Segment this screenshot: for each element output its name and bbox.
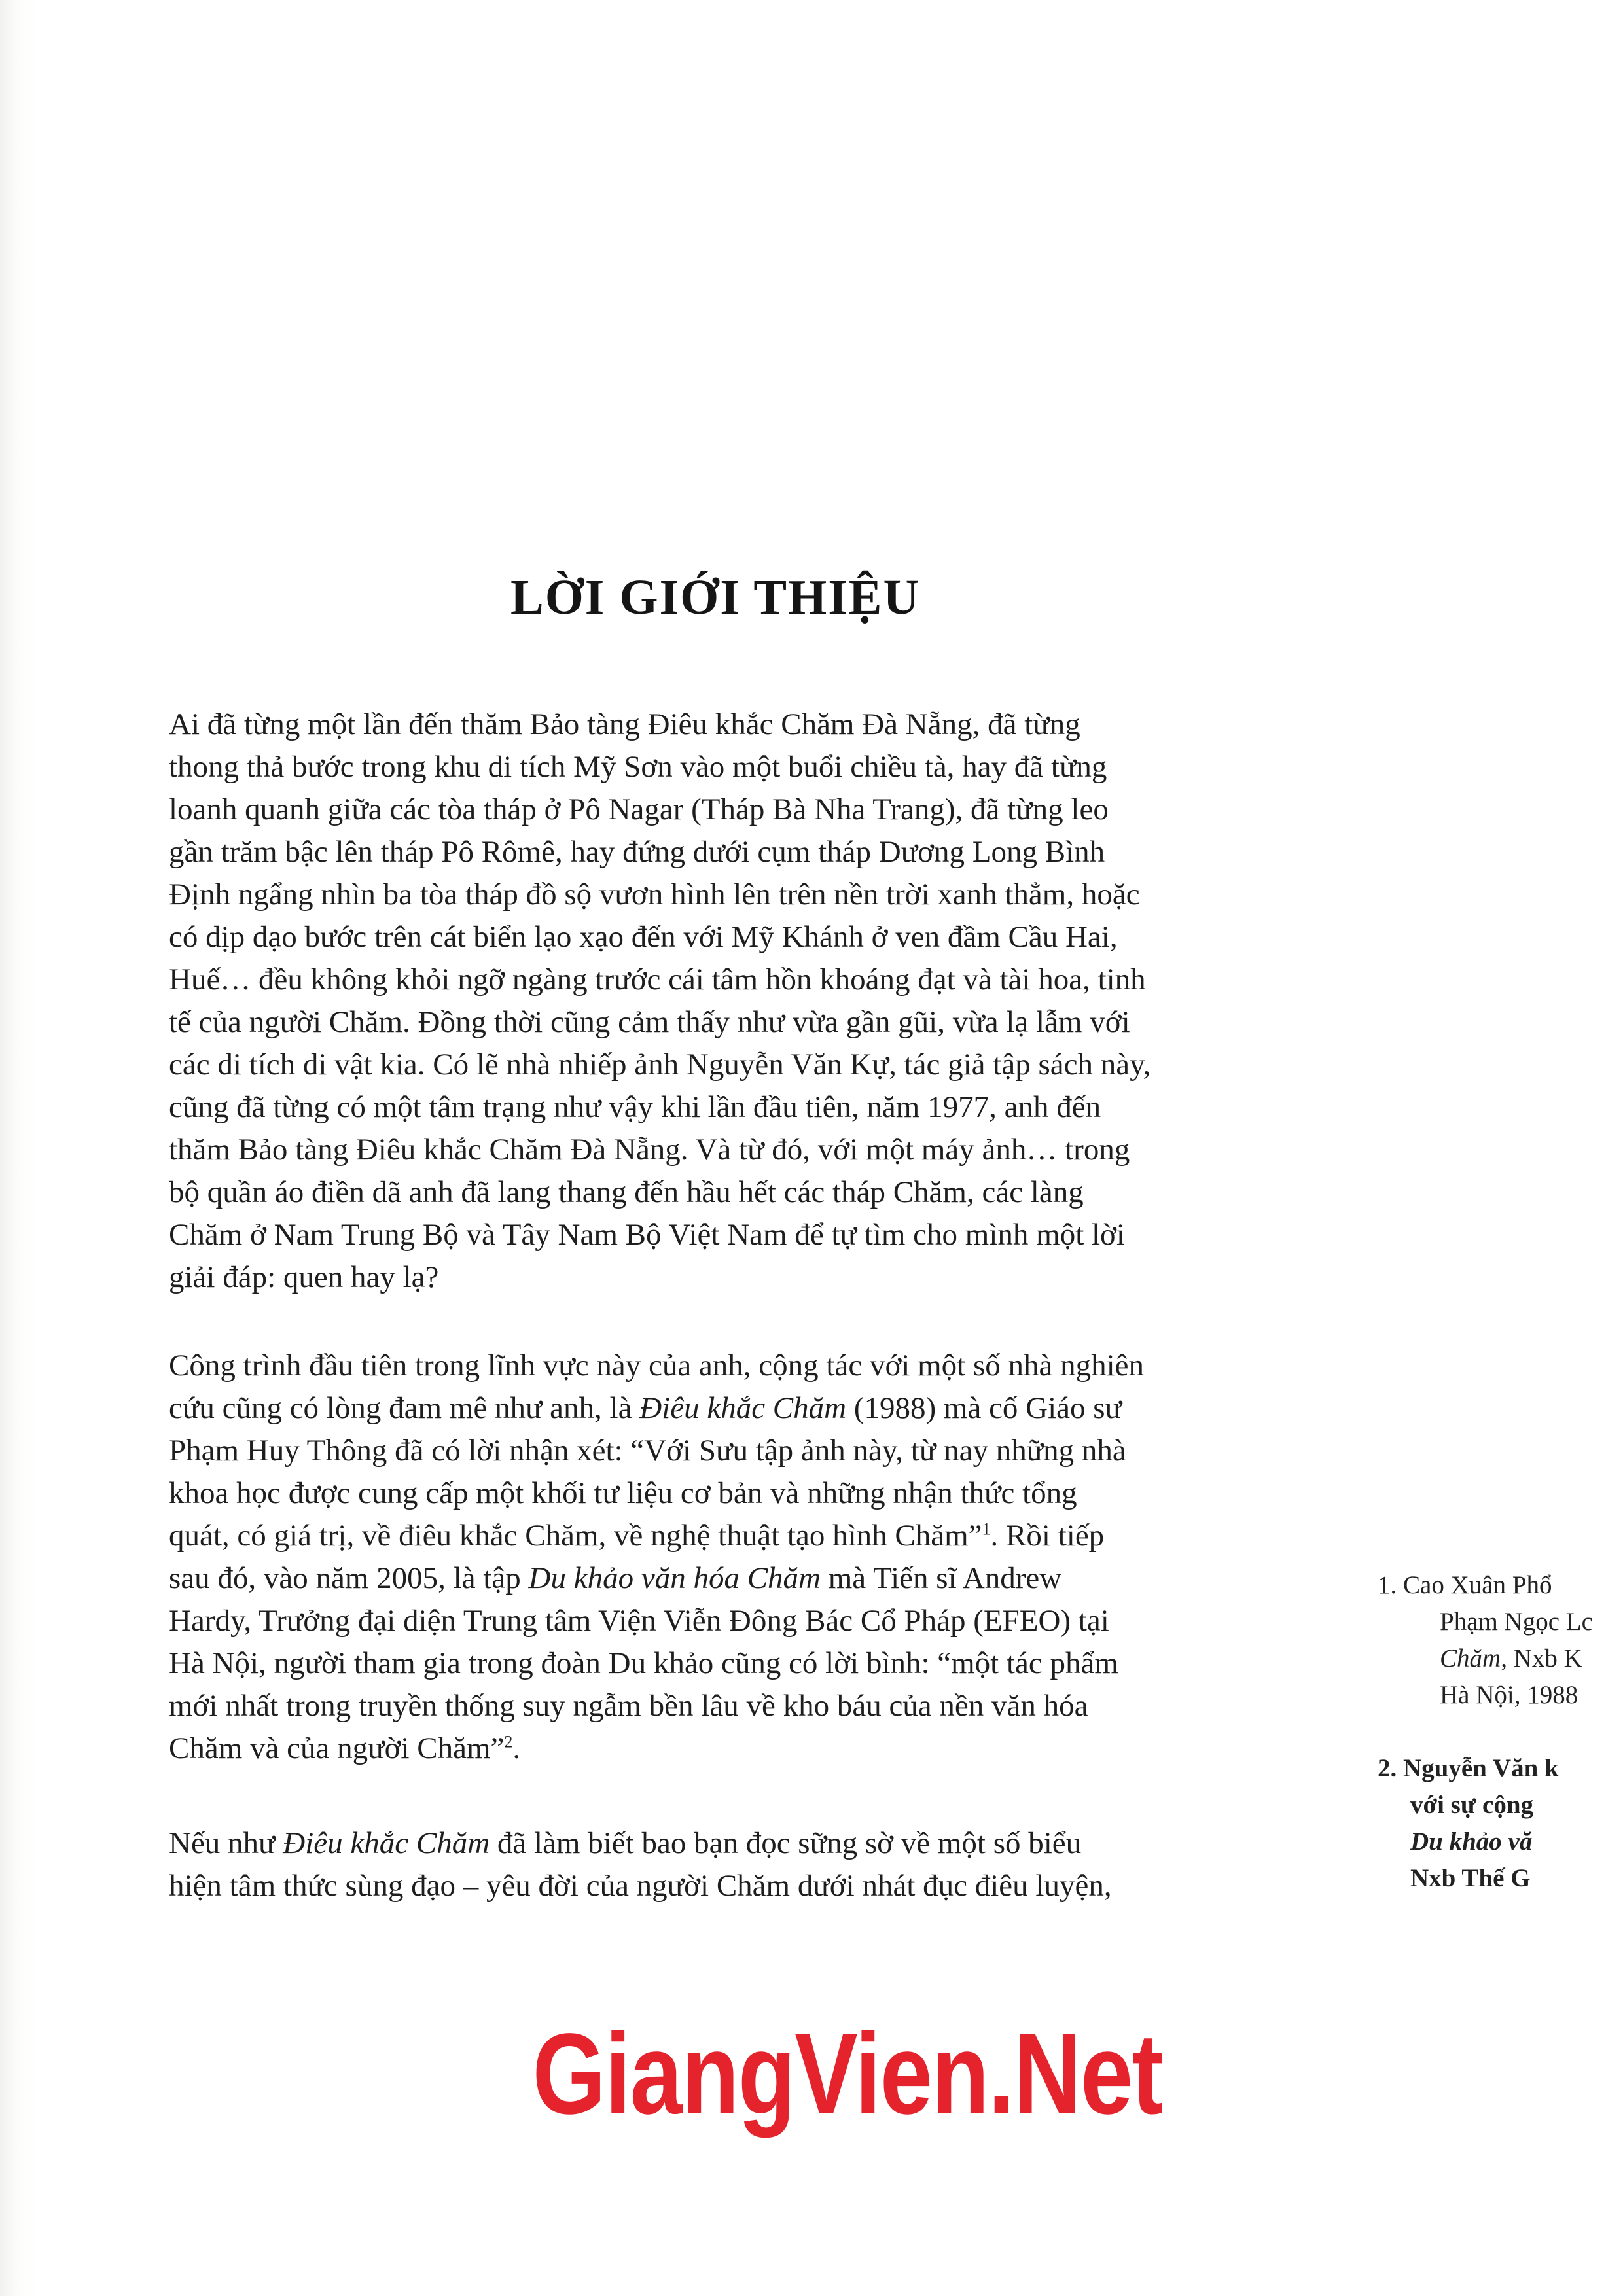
text-run: mà Tiến sĩ Andrew bbox=[821, 1561, 1062, 1595]
paragraph-3 bbox=[169, 1822, 1321, 1907]
footnote-line: Nxb Thế G bbox=[1410, 1864, 1531, 1892]
footnote-line: Phạm Ngọc Lc bbox=[1440, 1608, 1593, 1636]
paragraph-line: gần trăm bậc lên tháp Pô Rômê, hay đứng dưới cụm tháp Dương Long Bình bbox=[169, 835, 1105, 869]
text-run: , Nxb K bbox=[1501, 1644, 1582, 1672]
footnote-line: Hà Nội, 1988 bbox=[1440, 1681, 1578, 1709]
book-title-dieu-khac-cham: Điêu khắc Chăm bbox=[283, 1826, 490, 1860]
footnote-line: 1. Cao Xuân Phổ bbox=[1378, 1571, 1552, 1599]
footnote-ref-2: 2 bbox=[504, 1732, 513, 1752]
paragraph-line: loanh quanh giữa các tòa tháp ở Pô Nagar (Tháp Bà Nha Trang), đã từng leo bbox=[169, 792, 1109, 826]
text-run: . bbox=[512, 1731, 521, 1765]
text-run: cứu cũng có lòng đam mê như anh, là bbox=[169, 1391, 640, 1425]
paragraph-1 bbox=[169, 703, 1321, 1299]
text-run: (1988) mà cố Giáo sư bbox=[846, 1391, 1122, 1425]
text-run: sau đó, vào năm 2005, là tập bbox=[169, 1561, 529, 1595]
paragraph-line: Phạm Huy Thông đã có lời nhận xét: “Với Sưu tập ảnh này, từ nay những nhà bbox=[169, 1434, 1126, 1468]
paragraph-line: mới nhất trong truyền thống suy ngẫm bền lâu về kho báu của nền văn hóa bbox=[169, 1689, 1088, 1723]
footnote-italic: Chăm bbox=[1440, 1644, 1501, 1672]
footnote-line bbox=[1378, 1824, 1623, 1860]
footnote-1 bbox=[1378, 1567, 1623, 1714]
footnote-line bbox=[1378, 1640, 1623, 1677]
paragraph-2 bbox=[169, 1345, 1321, 1770]
paragraph-line: hiện tâm thức sùng đạo – yêu đời của người Chăm dưới nhát đục điêu luyện, bbox=[169, 1869, 1112, 1903]
text-run: Chăm và của người Chăm” bbox=[169, 1731, 505, 1765]
paragraph-line: Định ngẩng nhìn ba tòa tháp đồ sộ vươn hình lên trên nền trời xanh thẳm, hoặc bbox=[169, 877, 1140, 911]
footnote-2 bbox=[1378, 1750, 1623, 1897]
paragraph-line: Ai đã từng một lần đến thăm Bảo tàng Điêu khắc Chăm Đà Nẵng, đã từng bbox=[169, 707, 1080, 741]
paragraph-line: khoa học được cung cấp một khối tư liệu cơ bản và những nhận thức tổng bbox=[169, 1476, 1077, 1510]
watermark-text: GiangVien.Net bbox=[532, 2010, 1163, 2138]
paragraph-line: cũng đã từng có một tâm trạng như vậy khi lần đầu tiên, năm 1977, anh đến bbox=[169, 1090, 1101, 1124]
paragraph-line: giải đáp: quen hay lạ? bbox=[169, 1260, 439, 1294]
paragraph-line: tế của người Chăm. Đồng thời cũng cảm thấy như vừa gần gũi, vừa lạ lẫm với bbox=[169, 1005, 1130, 1039]
paragraph-line: bộ quần áo điền dã anh đã lang thang đến hầu hết các tháp Chăm, các làng bbox=[169, 1175, 1084, 1209]
text-run: đã làm biết bao bạn đọc sững sờ về một số biểu bbox=[490, 1826, 1082, 1860]
paragraph-line bbox=[169, 1515, 1321, 1557]
paragraph-line: Huế… đều không khỏi ngỡ ngàng trước cái tâm hồn khoáng đạt và tài hoa, tinh bbox=[169, 963, 1146, 997]
paragraph-line: Công trình đầu tiên trong lĩnh vực này của anh, cộng tác với một số nhà nghiên bbox=[169, 1349, 1145, 1383]
paragraph-line: Hardy, Trưởng đại diện Trung tâm Viện Viễn Đông Bác Cổ Pháp (EFEO) tại bbox=[169, 1604, 1109, 1638]
paragraph-line: thong thả bước trong khu di tích Mỹ Sơn vào một buổi chiều tà, hay đã từng bbox=[169, 750, 1107, 784]
paragraph-line bbox=[169, 1387, 1321, 1430]
paragraph-line: có dịp dạo bước trên cát biển lạo xạo đến với Mỹ Khánh ở ven đầm Cầu Hai, bbox=[169, 920, 1118, 954]
footnote-italic: Du khảo vă bbox=[1410, 1828, 1533, 1856]
paragraph-line bbox=[169, 1557, 1321, 1600]
paragraph-line: Chăm ở Nam Trung Bộ và Tây Nam Bộ Việt Nam để tự tìm cho mình một lời bbox=[169, 1218, 1125, 1252]
book-title-dieu-khac-cham: Điêu khắc Chăm bbox=[639, 1391, 847, 1425]
paragraph-line bbox=[169, 1822, 1321, 1865]
text-run: Nếu như bbox=[169, 1826, 283, 1860]
paragraph-line: Hà Nội, người tham gia trong đoàn Du khảo cũng có lời bình: “một tác phẩm bbox=[169, 1646, 1118, 1680]
text-run: quát, có giá trị, về điêu khắc Chăm, về nghệ thuật tạo hình Chăm” bbox=[169, 1519, 982, 1553]
text-run: . Rồi tiếp bbox=[990, 1519, 1105, 1553]
paragraph-line: các di tích di vật kia. Có lẽ nhà nhiếp ảnh Nguyễn Văn Kự, tác giả tập sách này, bbox=[169, 1048, 1151, 1082]
footnote-line: 2. Nguyễn Văn k bbox=[1378, 1754, 1559, 1782]
paragraph-line: thăm Bảo tàng Điêu khắc Chăm Đà Nẵng. Và từ đó, với một máy ảnh… trong bbox=[169, 1133, 1130, 1167]
paragraph-line bbox=[169, 1727, 1321, 1770]
footnote-line: với sự cộng bbox=[1410, 1791, 1534, 1819]
page-title: LỜI GIỚI THIỆU bbox=[510, 570, 921, 625]
footnote-ref-1: 1 bbox=[982, 1519, 991, 1539]
book-title-du-khao: Du khảo văn hóa Chăm bbox=[528, 1561, 821, 1595]
